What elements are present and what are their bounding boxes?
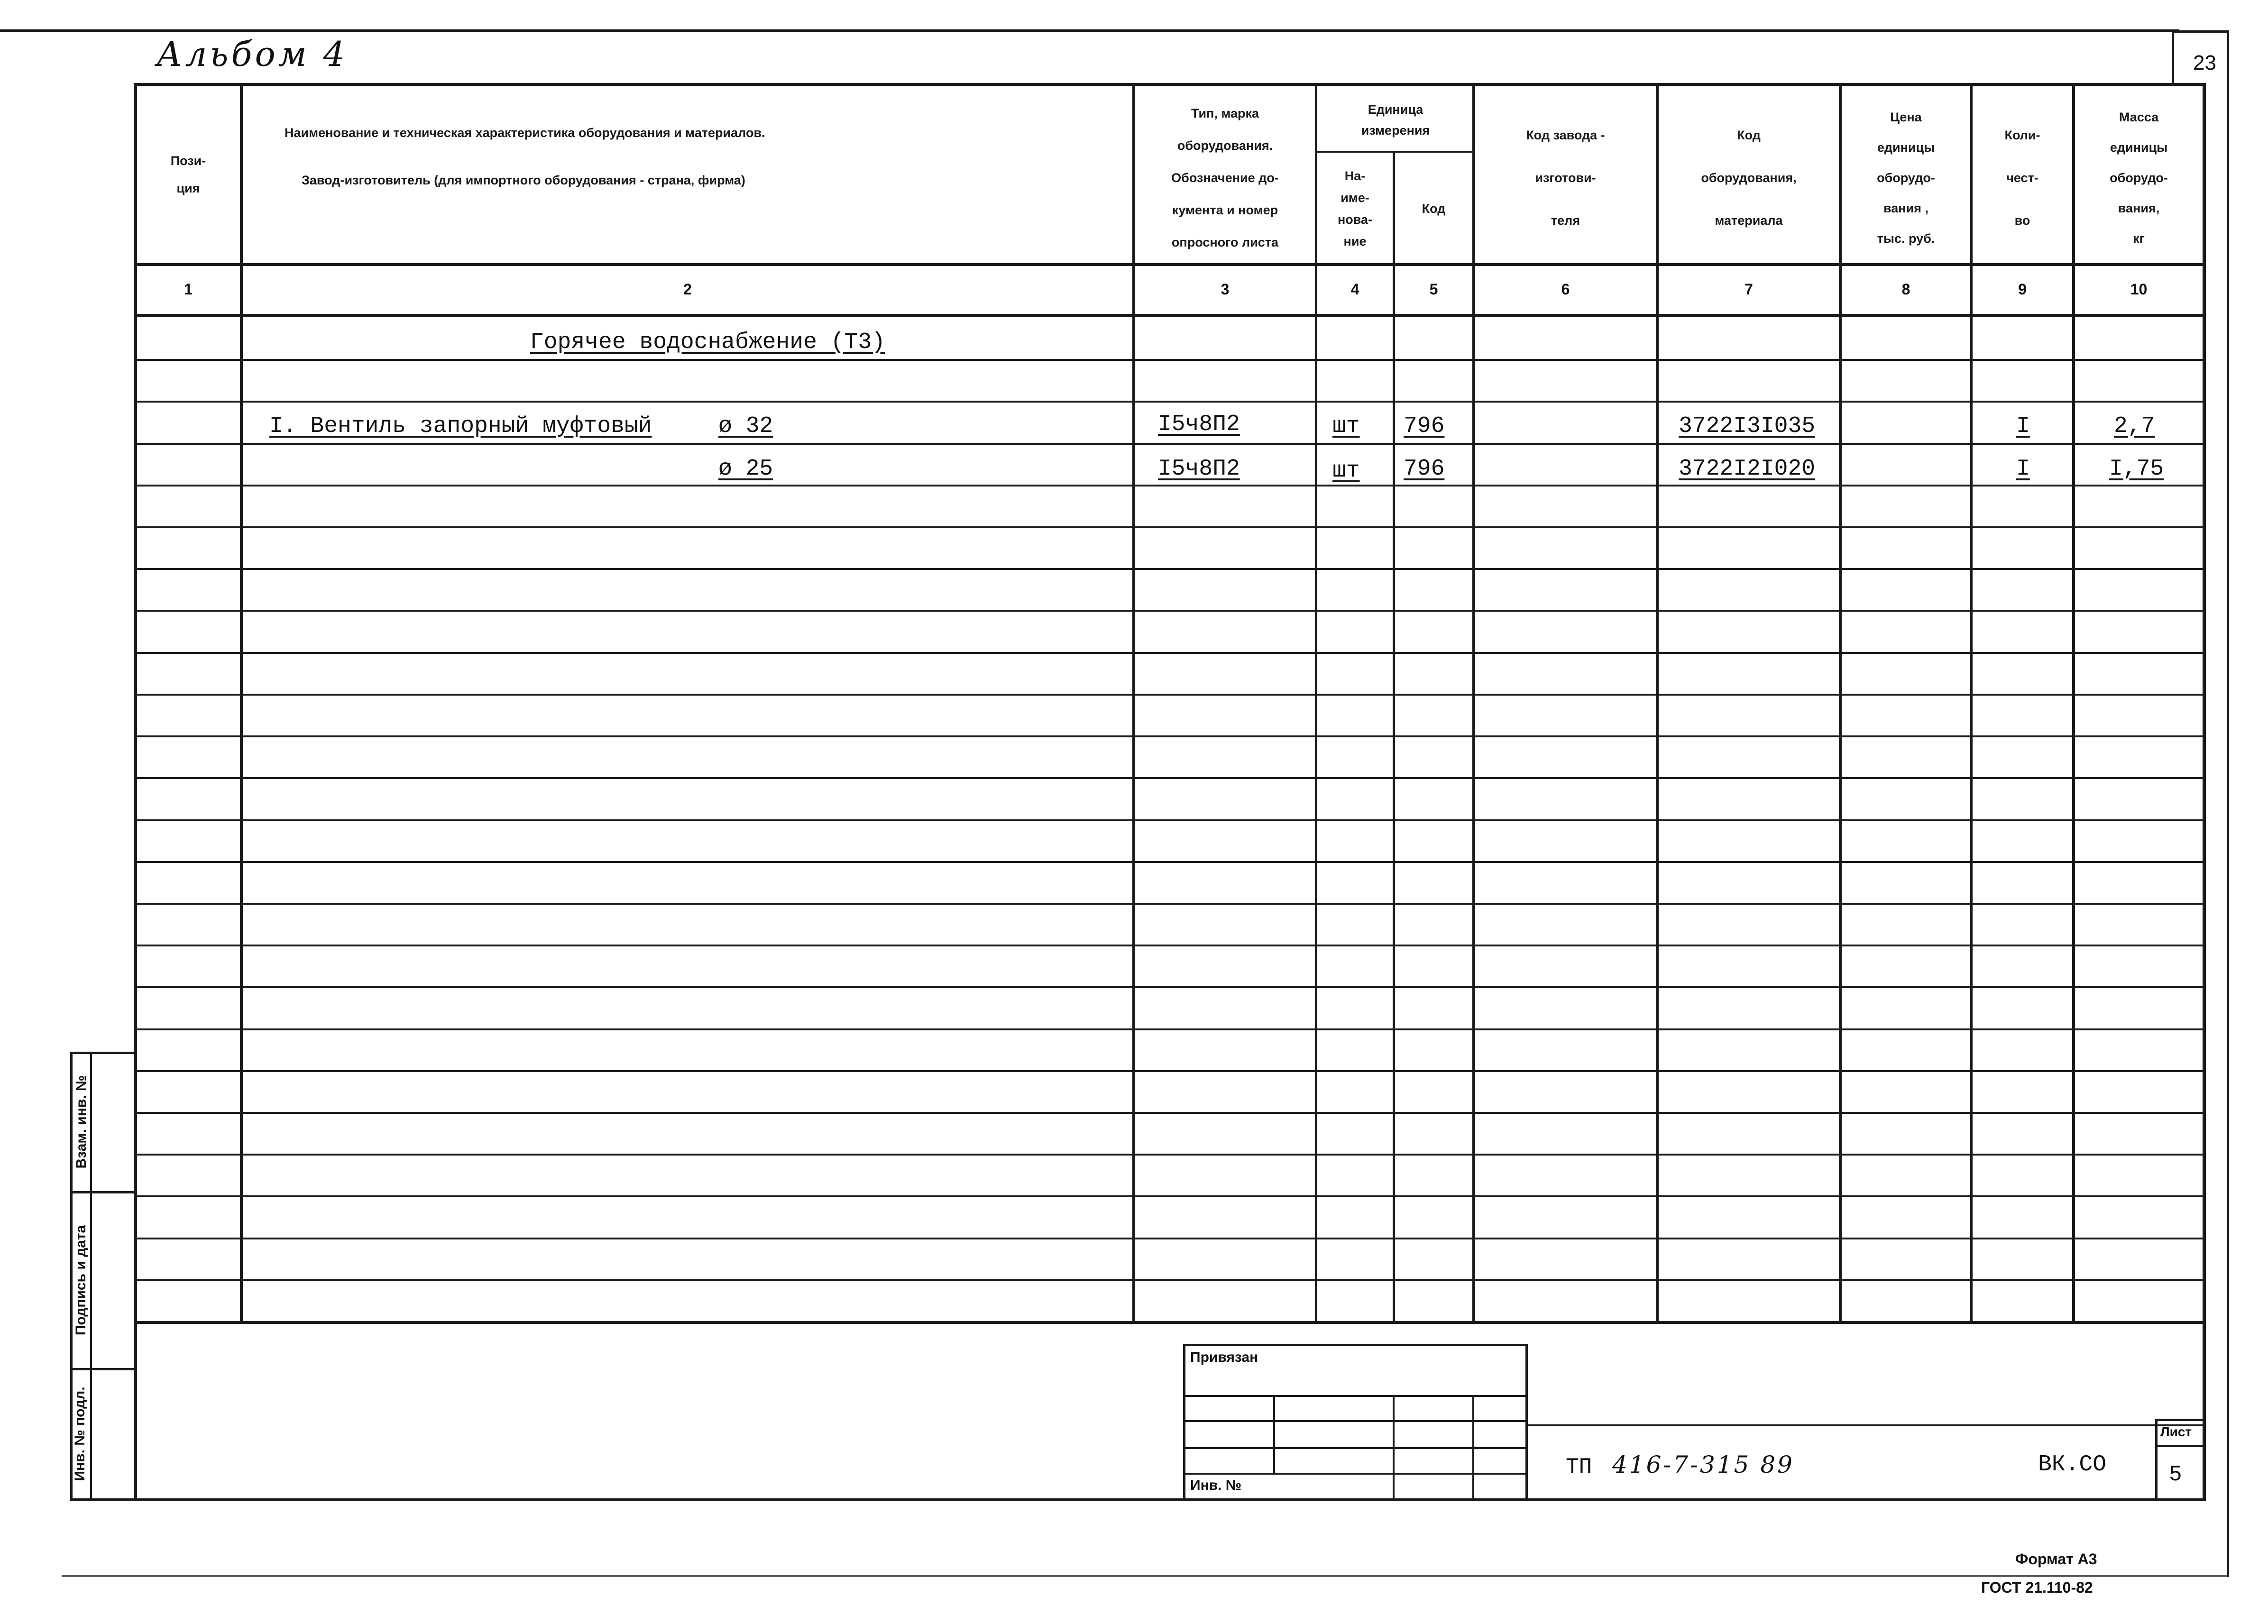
header-text: На- [1344,169,1366,183]
header-price [1842,95,1970,261]
table-bottom-line [134,1321,2206,1324]
header-name [285,109,1024,204]
header-text: вания , [1883,201,1928,215]
header-text: Единица [1368,102,1423,117]
frame-bottom-outer [62,1575,2229,1577]
frame-top-line-right [2172,30,2228,33]
tb-top [1183,1344,1527,1346]
header-text: Код [1737,128,1761,142]
header-text: Обозначение до- [1171,171,1279,185]
header-unit-code [1395,156,1472,261]
tb-col-3 [1472,1395,1474,1500]
row-2-diameter: ø 25 [718,456,773,482]
tb-row-1 [1183,1395,1527,1397]
frame-table-top [134,83,2206,86]
header-text: име- [1341,191,1369,205]
row-2-unit: шт [1332,458,1360,484]
header-equipment-code [1659,95,1839,261]
header-unit-name [1317,156,1393,261]
header-text: Пози- [170,154,206,168]
column-number-6: 6 [1561,280,1570,298]
row-1-equipment-code: 3722I3I035 [1679,413,1816,439]
row-rule [134,401,2206,403]
header-text: Завод-изготовитель (для импортного оборудования - страна, фирма) [302,173,745,187]
column-number-3: 3 [1221,280,1230,298]
header-text: оборудования. [1177,138,1273,153]
unit-header-divider [1315,151,1475,153]
row-rule [134,1112,2206,1114]
row-rule [134,359,2206,361]
page-number: 23 [2193,51,2216,74]
list-box-mid [2155,1445,2206,1447]
tb-right [1525,1344,1528,1500]
tb-doc-prefix: ТП [1566,1455,1592,1479]
row-2-mass: I,75 [2109,456,2164,482]
tb-row-4 [1183,1473,1527,1475]
header-position [137,86,240,263]
list-box-left [2155,1419,2158,1500]
header-text: единицы [2110,140,2168,155]
numbers-bottom-line [134,314,2206,317]
row-rule [134,694,2206,696]
tb-list-label: Лист [2160,1424,2192,1439]
column-number-2: 2 [683,280,692,298]
header-text: оборудо- [1877,171,1935,185]
header-text: Наименование и техническая характеристика оборудования и материалов. [285,126,765,140]
header-text: во [2014,213,2030,228]
column-number-9: 9 [2018,280,2027,298]
page-box-left [2172,30,2174,85]
header-text: Коли- [2004,128,2040,142]
header-text: измерения [1361,123,1430,138]
header-text: оборудо- [2110,171,2168,185]
row-rule [134,735,2206,737]
tb-row-2 [1183,1420,1527,1422]
row-2-type: I5ч8П2 [1158,456,1240,482]
tb-col-2 [1393,1395,1395,1500]
row-rule [134,861,2206,863]
row-rule [134,777,2206,779]
column-number-5: 5 [1429,280,1438,298]
row-rule [134,652,2206,654]
header-text: ция [176,181,200,195]
row-rule [134,945,2206,946]
header-text: кумента и номер [1172,203,1278,217]
header-text: Цена [1890,110,1922,124]
row-2-quantity: I [2016,456,2030,482]
row-rule [134,1028,2206,1030]
row-rule [134,485,2206,486]
row-1-quantity: I [2016,413,2030,439]
row-rule [134,819,2206,821]
row-1-name: I. Вентиль запорный муфтовый [269,413,652,439]
column-number-7: 7 [1745,280,1753,298]
header-text: опросного листа [1171,235,1279,249]
column-number-8: 8 [1901,280,1910,298]
header-text: оборудования, [1701,171,1797,185]
header-text: материала [1715,213,1783,228]
row-rule [134,1195,2206,1197]
header-text: изготови- [1535,171,1596,185]
side-stamp-signature-date: Подпись и дата [73,1225,89,1336]
header-text: кг [2133,231,2145,246]
section-title: Горячее водоснабжение (Т3) [530,330,885,355]
tb-mark: ВК.СО [2038,1452,2107,1477]
frame-outer-right [2227,30,2229,1577]
row-1-unit: шт [1332,413,1360,439]
list-box-top [2155,1419,2206,1421]
header-text: чест- [2006,171,2038,185]
tb-main-line [1525,1424,2206,1426]
header-mass [2075,95,2203,261]
row-1-type: I5ч8П2 [1158,412,1240,437]
header-text: Код [1422,202,1446,216]
column-number-10: 10 [2130,280,2148,298]
row-1-diameter: ø 32 [718,413,773,439]
tb-privyazan-label: Привязан [1190,1349,1258,1365]
frame-right [2203,83,2206,1501]
tb-doc-number: 416-7-315 89 [1612,1451,1794,1478]
side-stamp-replace-inv: Взам. инв. № [73,1075,89,1169]
album-label: Альбом 4 [156,34,348,74]
header-type [1135,95,1315,261]
row-1-mass: 2,7 [2114,413,2155,439]
header-text: единицы [1877,140,1935,155]
header-text: Код завода - [1526,128,1605,142]
row-rule [134,1070,2206,1072]
row-2-unit-code: 796 [1404,456,1445,482]
header-text: вания, [2118,201,2160,215]
header-quantity [1973,95,2072,261]
column-number-1: 1 [184,280,193,298]
row-rule [134,1154,2206,1156]
row-2-equipment-code: 3722I2I020 [1679,456,1816,482]
header-text: Тип, марка [1191,106,1259,120]
header-factory [1475,95,1656,261]
header-text: нова- [1337,212,1373,227]
tb-list-number: 5 [2169,1462,2182,1487]
tb-row-3 [1183,1447,1527,1449]
frame-top-line [0,29,2179,32]
tb-inv-label: Инв. № [1190,1477,1242,1493]
tb-left [1183,1344,1185,1500]
header-text: ние [1343,234,1367,248]
row-rule [134,443,2206,445]
tb-col-1 [1273,1395,1275,1473]
footer-gost: ГОСТ 21.110-82 [1981,1579,2093,1596]
row-rule [134,1279,2206,1281]
column-number-4: 4 [1350,280,1359,298]
header-unit [1317,90,1474,149]
row-1-unit-code: 796 [1404,413,1445,439]
row-rule [134,986,2206,988]
side-stamp-original-inv: Инв. № подл. [72,1386,88,1481]
row-rule [134,610,2206,612]
row-rule [134,1238,2206,1239]
frame-bottom [70,1498,2206,1501]
row-rule [134,526,2206,528]
footer-format: Формат А3 [2015,1551,2097,1568]
header-text: тыс. руб. [1877,231,1935,246]
row-rule [134,903,2206,905]
header-text: Масса [2119,110,2159,124]
row-rule [134,568,2206,570]
header-text: теля [1551,213,1580,228]
